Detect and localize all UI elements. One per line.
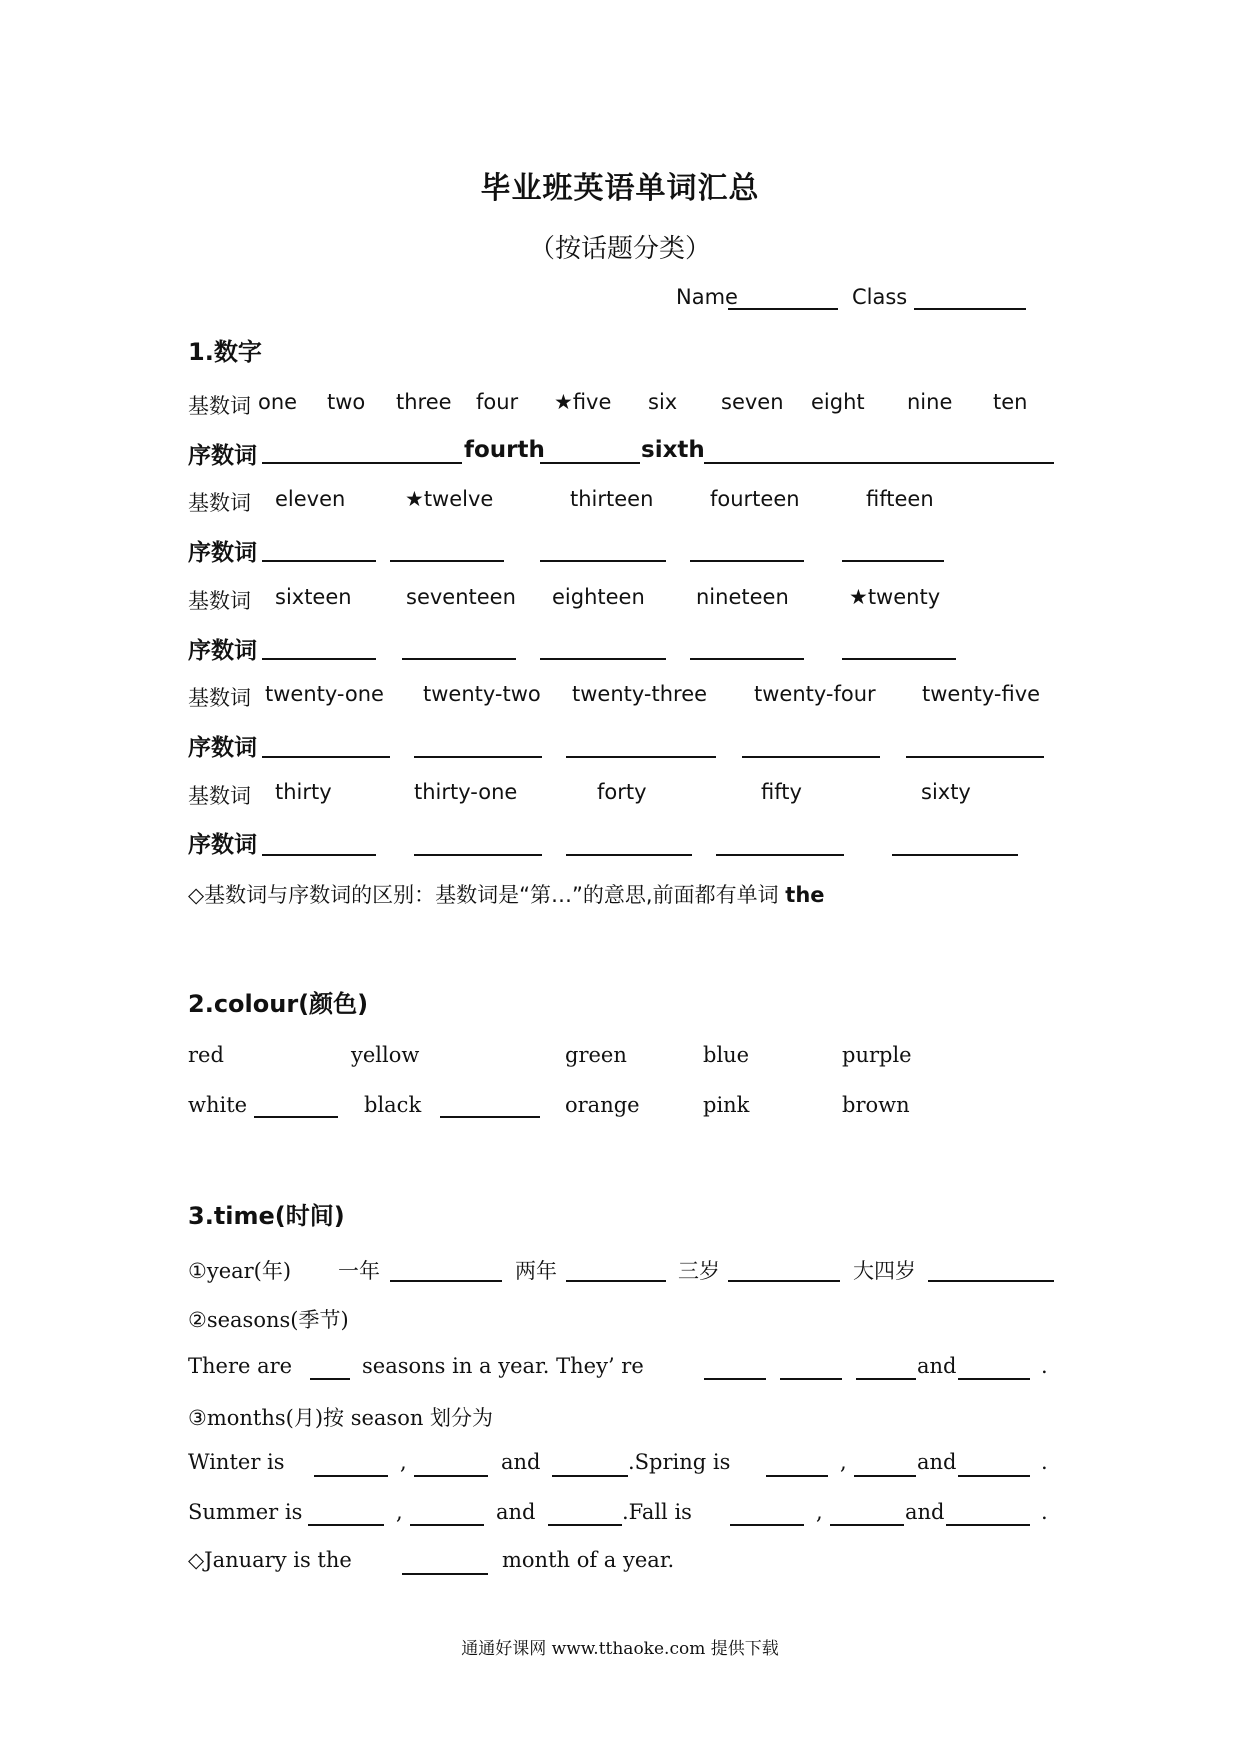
cardinal-word: eleven	[275, 487, 346, 511]
cardinal-label: 基数词	[188, 491, 251, 515]
ordinal-label: 序数词	[188, 832, 257, 858]
summer-text: and	[905, 1500, 945, 1524]
winter-text: .	[1041, 1450, 1048, 1474]
ordinal-blank[interactable]	[690, 658, 804, 660]
ordinal-blank[interactable]	[262, 560, 376, 562]
summer-text: ,	[816, 1500, 823, 1524]
ordinal-blank[interactable]	[262, 854, 376, 856]
cardinal-word: sixteen	[275, 585, 352, 609]
year-prompt: 大四岁	[853, 1259, 916, 1283]
summer-text: Summer is	[188, 1500, 303, 1524]
year-prompt: 两年	[515, 1259, 557, 1283]
colour-word: orange	[565, 1093, 640, 1117]
cardinal-word: two	[327, 390, 366, 414]
seasons-text: .	[1041, 1354, 1048, 1378]
seasons-text: seasons in a year. They’ re	[362, 1354, 644, 1378]
section-time-heading: 3.time(时间)	[188, 1202, 345, 1230]
ordinal-blank[interactable]	[842, 560, 944, 562]
ordinal-blank[interactable]	[842, 658, 956, 660]
cardinal-word: fifty	[761, 780, 802, 804]
class-field[interactable]	[914, 308, 1026, 310]
summer-text: .	[1041, 1500, 1048, 1524]
colour-word: brown	[842, 1093, 910, 1117]
summer-text: ,	[396, 1500, 403, 1524]
seasons-blank[interactable]	[780, 1378, 842, 1380]
cardinal-ordinal-note	[188, 879, 825, 909]
ordinal-blank[interactable]	[414, 854, 542, 856]
cardinal-label: 基数词	[188, 686, 251, 710]
seasons-text: and	[917, 1354, 957, 1378]
colour-word: black	[364, 1093, 422, 1117]
cardinal-word: one	[258, 390, 298, 414]
cardinal-word: fifteen	[866, 487, 934, 511]
cardinal-word: eight	[811, 390, 865, 414]
page-title: 毕业班英语单词汇总	[480, 171, 760, 206]
month-blank[interactable]	[854, 1475, 916, 1477]
cardinal-word: twenty-three	[572, 682, 708, 706]
cardinal-word: ★five	[554, 390, 612, 414]
month-blank[interactable]	[414, 1475, 488, 1477]
month-blank[interactable]	[730, 1524, 804, 1526]
winter-text: Winter is	[188, 1450, 285, 1474]
colour-word: blue	[703, 1043, 750, 1067]
cardinal-word: seven	[721, 390, 784, 414]
ordinal-blank[interactable]	[540, 658, 666, 660]
month-blank[interactable]	[830, 1524, 904, 1526]
seasons-blank[interactable]	[704, 1378, 766, 1380]
ordinal-label: 序数词	[188, 540, 257, 566]
cardinal-word: ten	[993, 390, 1028, 414]
january-blank[interactable]	[402, 1573, 488, 1575]
year-blank[interactable]	[390, 1280, 502, 1282]
ordinal-word: sixth	[641, 437, 705, 463]
cardinal-word: six	[648, 390, 678, 414]
month-blank[interactable]	[548, 1524, 622, 1526]
cardinal-word: fourteen	[710, 487, 800, 511]
month-blank[interactable]	[958, 1475, 1030, 1477]
seasons-blank[interactable]	[856, 1378, 916, 1380]
ordinal-blank[interactable]	[262, 756, 390, 758]
cardinal-word: twenty-one	[265, 682, 384, 706]
months-label: ③months(月)按 season 划分为	[188, 1406, 494, 1430]
cardinal-word: thirteen	[570, 487, 654, 511]
class-label: Class	[852, 285, 908, 309]
colour-blank[interactable]	[254, 1116, 338, 1118]
winter-text: and	[501, 1450, 541, 1474]
ordinal-blank[interactable]	[414, 756, 542, 758]
year-prompt: 一年	[338, 1259, 380, 1283]
note-bold-word: the	[785, 883, 825, 907]
winter-text: .Spring is	[628, 1450, 731, 1474]
ordinal-word: fourth	[464, 437, 545, 463]
colour-word: red	[188, 1043, 224, 1067]
ordinal-label: 序数词	[188, 735, 257, 761]
january-text: ◇January is the	[188, 1548, 352, 1572]
seasons-text: There are	[188, 1354, 293, 1378]
cardinal-word: twenty-four	[754, 682, 876, 706]
ordinal-blank[interactable]	[402, 658, 516, 660]
name-field[interactable]	[728, 308, 838, 310]
january-text: month of a year.	[502, 1548, 675, 1572]
seasons-label: ②seasons(季节)	[188, 1308, 349, 1332]
page-subtitle: （按话题分类）	[528, 234, 711, 264]
footer-credit: 通通好课网 www.tthaoke.com 提供下载	[461, 1639, 779, 1659]
ordinal-blank[interactable]	[566, 854, 692, 856]
year-blank[interactable]	[928, 1280, 1054, 1282]
cardinal-word: three	[396, 390, 452, 414]
winter-text: and	[917, 1450, 957, 1474]
cardinal-word: forty	[597, 780, 647, 804]
cardinal-word: thirty-one	[414, 780, 518, 804]
colour-word: purple	[842, 1043, 912, 1067]
summer-text: .Fall is	[622, 1500, 692, 1524]
ordinal-blank[interactable]	[742, 756, 880, 758]
cardinal-word: twenty-five	[922, 682, 1041, 706]
ordinal-blank[interactable]	[566, 756, 716, 758]
ordinal-label: 序数词	[188, 638, 257, 664]
cardinal-word: thirty	[275, 780, 332, 804]
note-text: ◇基数词与序数词的区别：基数词是“第…”的意思,前面都有单词	[188, 883, 779, 907]
cardinal-word: nine	[907, 390, 953, 414]
ordinal-blank[interactable]	[704, 462, 1054, 464]
ordinal-blank[interactable]	[540, 462, 640, 464]
colour-word: yellow	[351, 1043, 420, 1067]
cardinal-word: twenty-two	[423, 682, 541, 706]
ordinal-blank[interactable]	[690, 560, 804, 562]
colour-word: pink	[703, 1093, 750, 1117]
year-blank[interactable]	[566, 1280, 666, 1282]
winter-text: ,	[400, 1450, 407, 1474]
ordinal-blank[interactable]	[540, 560, 666, 562]
colour-blank[interactable]	[440, 1116, 540, 1118]
section-colour-heading: 2.colour(颜色)	[188, 990, 369, 1018]
seasons-blank[interactable]	[310, 1378, 350, 1380]
month-blank[interactable]	[552, 1475, 628, 1477]
month-blank[interactable]	[308, 1524, 384, 1526]
cardinal-word: four	[476, 390, 519, 414]
ordinal-blank[interactable]	[390, 560, 504, 562]
seasons-blank[interactable]	[958, 1378, 1030, 1380]
year-label: ①year(年)	[188, 1259, 292, 1283]
month-blank[interactable]	[410, 1524, 484, 1526]
cardinal-word: sixty	[921, 780, 971, 804]
cardinal-label: 基数词	[188, 589, 251, 613]
month-blank[interactable]	[946, 1524, 1030, 1526]
cardinal-label: 基数词	[188, 394, 251, 418]
cardinal-word: eighteen	[552, 585, 645, 609]
cardinal-word: nineteen	[696, 585, 789, 609]
ordinal-blank[interactable]	[262, 462, 462, 464]
ordinal-blank[interactable]	[262, 658, 376, 660]
winter-text: ,	[840, 1450, 847, 1474]
year-prompt: 三岁	[678, 1259, 720, 1283]
year-blank[interactable]	[728, 1280, 840, 1282]
summer-text: and	[496, 1500, 536, 1524]
cardinal-word: seventeen	[406, 585, 516, 609]
ordinal-blank[interactable]	[892, 854, 1018, 856]
cardinal-word: ★twenty	[849, 585, 941, 609]
colour-word: green	[565, 1043, 627, 1067]
month-blank[interactable]	[766, 1475, 828, 1477]
section-numbers-heading: 1.数字	[188, 338, 262, 366]
name-label: Name	[676, 285, 738, 309]
cardinal-label: 基数词	[188, 784, 251, 808]
ordinal-label: 序数词	[188, 443, 257, 469]
month-blank[interactable]	[314, 1475, 388, 1477]
colour-word: white	[188, 1093, 248, 1117]
cardinal-word: ★twelve	[405, 487, 494, 511]
ordinal-blank[interactable]	[716, 854, 844, 856]
ordinal-blank[interactable]	[906, 756, 1044, 758]
